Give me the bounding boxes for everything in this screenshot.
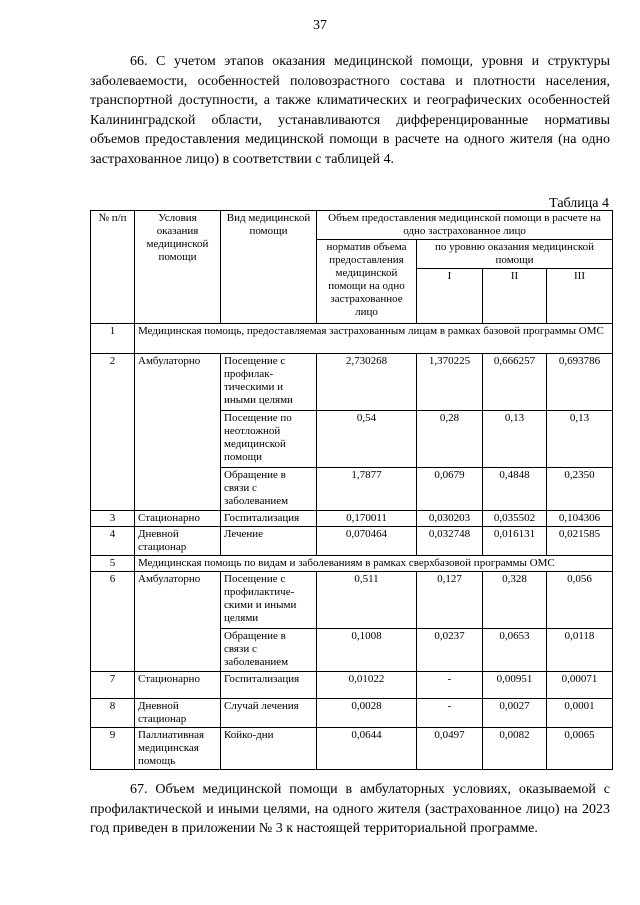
row-9-l3: 0,0065 — [547, 728, 613, 770]
row-2a-l3: 0,693786 — [547, 354, 613, 411]
row-6a-norm: 0,511 — [317, 572, 417, 629]
row-3-norm: 0,170011 — [317, 511, 417, 527]
table-row — [91, 572, 613, 629]
page-number: 37 — [313, 18, 327, 33]
row-2c-l1: 0,0679 — [417, 468, 483, 511]
row-3-l3: 0,104306 — [547, 511, 613, 527]
row-2-num: 2 — [91, 354, 135, 511]
row-9-num: 9 — [91, 728, 135, 770]
norms-table — [90, 210, 613, 770]
row-8-norm: 0,0028 — [317, 699, 417, 728]
row-7-l2: 0,00951 — [483, 672, 547, 699]
paragraph-67-text: 67. Объем медицинской помощи в амбулаторных условиях, оказываемой с профилактической и иными целями, на одного жителя (застрахованное лицо) на 2023 год приведен в приложении № 3 к настоящей территориальной программе. — [90, 782, 610, 836]
table-row — [91, 354, 613, 411]
row-3-l2: 0,035502 — [483, 511, 547, 527]
row-6b-l2: 0,0653 — [483, 629, 547, 672]
row-8-num: 8 — [91, 699, 135, 728]
row-2c-norm: 1,7877 — [317, 468, 417, 511]
row-2b-norm: 0,54 — [317, 411, 417, 468]
row-6a-l2: 0,328 — [483, 572, 547, 629]
row-2b-type: Посещение по неотложной медицинской помощи — [221, 411, 317, 468]
row-6a-l1: 0,127 — [417, 572, 483, 629]
row-4-l3: 0,021585 — [547, 527, 613, 556]
row-8-l1: - — [417, 699, 483, 728]
row-2a-l1: 1,370225 — [417, 354, 483, 411]
table-row — [91, 511, 613, 527]
row-6-num: 6 — [91, 572, 135, 672]
row-2c-type: Обращение в связи с заболеванием — [221, 468, 317, 511]
table-row — [91, 556, 613, 572]
header-level-1: I — [417, 269, 483, 324]
row-7-type: Госпитализация — [221, 672, 317, 699]
row-8-cond: Дневной стационар — [135, 699, 221, 728]
header-volume: Объем предоставления медицинской помощи в расчете на одно застрахованное лицо — [317, 211, 613, 240]
header-level-3: III — [547, 269, 613, 324]
section-1-num: 1 — [91, 324, 135, 354]
row-7-l1: - — [417, 672, 483, 699]
row-9-l2: 0,0082 — [483, 728, 547, 770]
row-6b-norm: 0,1008 — [317, 629, 417, 672]
row-3-type: Госпитализация — [221, 511, 317, 527]
row-4-l1: 0,032748 — [417, 527, 483, 556]
header-conditions: Условия оказания медицинской помощи — [135, 211, 221, 324]
table-label: Таблица 4 — [549, 196, 609, 211]
row-6a-type: Посещение с профилактиче-скими и иными целями — [221, 572, 317, 629]
paragraph-66 — [90, 52, 610, 169]
row-2a-norm: 2,730268 — [317, 354, 417, 411]
row-9-l1: 0,0497 — [417, 728, 483, 770]
table-row — [91, 699, 613, 728]
row-2c-l3: 0,2350 — [547, 468, 613, 511]
row-3-l1: 0,030203 — [417, 511, 483, 527]
row-4-num: 4 — [91, 527, 135, 556]
row-8-type: Случай лечения — [221, 699, 317, 728]
row-6b-l3: 0,0118 — [547, 629, 613, 672]
table-row — [91, 728, 613, 770]
row-6-cond: Амбулаторно — [135, 572, 221, 672]
header-norm: норматив объема предоставления медицинской помощи на одно застрахованное лицо — [317, 240, 417, 324]
row-6b-l1: 0,0237 — [417, 629, 483, 672]
row-8-l2: 0,0027 — [483, 699, 547, 728]
table-row — [91, 527, 613, 556]
row-8-l3: 0,0001 — [547, 699, 613, 728]
row-2c-l2: 0,4848 — [483, 468, 547, 511]
row-3-num: 3 — [91, 511, 135, 527]
row-9-type: Койко-дни — [221, 728, 317, 770]
paragraph-67 — [90, 780, 610, 839]
row-7-cond: Стационарно — [135, 672, 221, 699]
paragraph-66-text: 66. С учетом этапов оказания медицинской помощи, уровня и структуры заболеваемости, особенностей половозрастного состава и плотности населения, транспортной доступности, а также климатических и географических особенностей Калининградской области, устанавливаются дифференцированные нормативы объемов предоставления медицинской помощи в расчете на одного жителя (на одно застрахованное лицо) в соответствии с таблицей 4. — [90, 54, 610, 167]
row-2-cond: Амбулаторно — [135, 354, 221, 511]
section-5-title: Медицинская помощь по видам и заболеваниям в рамках сверхбазовой программы ОМС — [135, 556, 613, 572]
row-4-type: Лечение — [221, 527, 317, 556]
row-7-norm: 0,01022 — [317, 672, 417, 699]
row-2a-type: Посещение с профилак-тическими и иными целями — [221, 354, 317, 411]
row-2b-l3: 0,13 — [547, 411, 613, 468]
row-6a-l3: 0,056 — [547, 572, 613, 629]
header-num: № п/п — [91, 211, 135, 324]
section-5-num: 5 — [91, 556, 135, 572]
header-type: Вид медицинской помощи — [221, 211, 317, 324]
row-3-cond: Стационарно — [135, 511, 221, 527]
row-9-cond: Паллиативная медицинская помощь — [135, 728, 221, 770]
header-level-2: II — [483, 269, 547, 324]
table-row — [91, 672, 613, 699]
row-6b-type: Обращение в связи с заболеванием — [221, 629, 317, 672]
row-2a-l2: 0,666257 — [483, 354, 547, 411]
row-9-norm: 0,0644 — [317, 728, 417, 770]
row-4-cond: Дневной стационар — [135, 527, 221, 556]
row-7-num: 7 — [91, 672, 135, 699]
row-4-norm: 0,070464 — [317, 527, 417, 556]
section-1-title: Медицинская помощь, предоставляемая застрахованным лицам в рамках базовой программы ОМС — [135, 324, 613, 354]
row-2b-l1: 0,28 — [417, 411, 483, 468]
table-row — [91, 324, 613, 354]
header-by-level: по уровню оказания медицинской помощи — [417, 240, 613, 269]
row-4-l2: 0,016131 — [483, 527, 547, 556]
row-2b-l2: 0,13 — [483, 411, 547, 468]
row-7-l3: 0,00071 — [547, 672, 613, 699]
